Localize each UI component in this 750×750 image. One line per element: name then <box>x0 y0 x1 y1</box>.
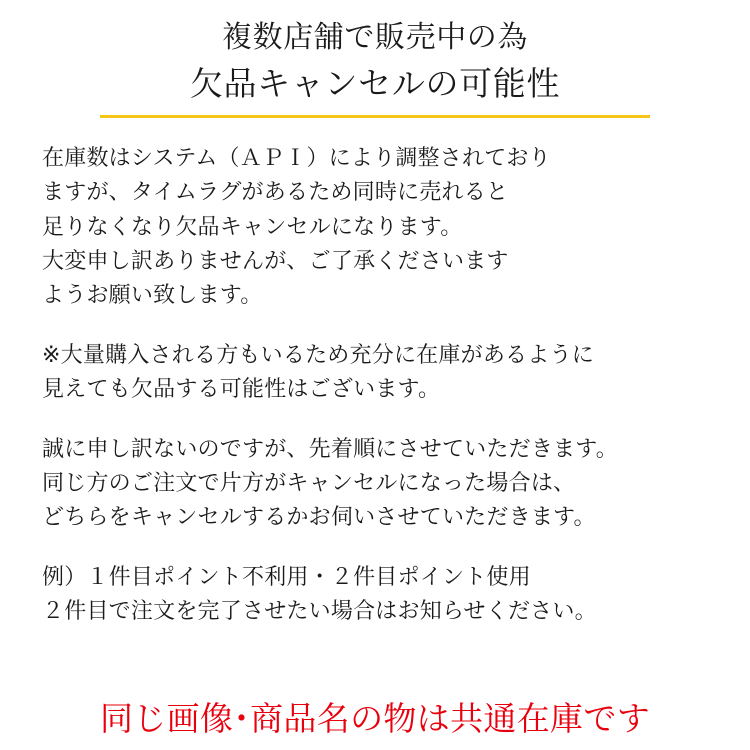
first-come-first-served-note-line-1: 誠に申し訳ないのですが、先着順にさせていただきます。 <box>42 437 618 462</box>
example-note-line-2: ２件目で注文を完了させたい場合はお知らせください。 <box>42 599 597 625</box>
stock-api-explanation-line-4: 大変申し訳ありませんが、ご了承くださいます <box>42 248 509 274</box>
first-come-first-served-note-line-2: 同じ方のご注文で片方がキャンセルになった場合は、 <box>42 471 576 497</box>
stock-api-explanation <box>42 142 708 312</box>
stock-api-explanation-line-1: 在庫数はシステム（ＡＰＩ）により調整されており <box>42 146 551 172</box>
example-note <box>42 561 708 629</box>
stock-api-explanation-line-5: ようお願い致します。 <box>42 282 263 308</box>
heading-line-2: 欠品キャンセルの可能性 <box>189 63 561 103</box>
stock-api-explanation-line-2: ますが、タイムラグがあるため同時に売れると <box>42 180 509 206</box>
bulk-purchase-note-line-2: 見えても欠品する可能性はございます。 <box>42 376 441 402</box>
heading-line-1: 複数店舗で販売中の為 <box>222 20 528 55</box>
first-come-first-served-note <box>42 433 708 535</box>
shared-stock-footer <box>0 693 750 740</box>
bulk-purchase-note-line-1: ※大量購入される方もいるため充分に在庫があるように <box>42 342 594 368</box>
bulk-purchase-note <box>42 339 708 407</box>
first-come-first-served-note-line-3: どちらをキャンセルするかお伺いさせていただきます。 <box>42 505 596 531</box>
heading-underline-divider <box>100 115 650 118</box>
notice-heading <box>0 0 750 118</box>
example-note-line-1: 例）１件目ポイント不利用・２件目ポイント使用 <box>42 565 531 591</box>
notice-body <box>0 142 750 629</box>
shared-stock-footer-text: 同じ画像･商品名の物は共通在庫です <box>99 699 651 738</box>
stock-api-explanation-line-3: 足りなくなり欠品キャンセルになります。 <box>42 214 463 240</box>
